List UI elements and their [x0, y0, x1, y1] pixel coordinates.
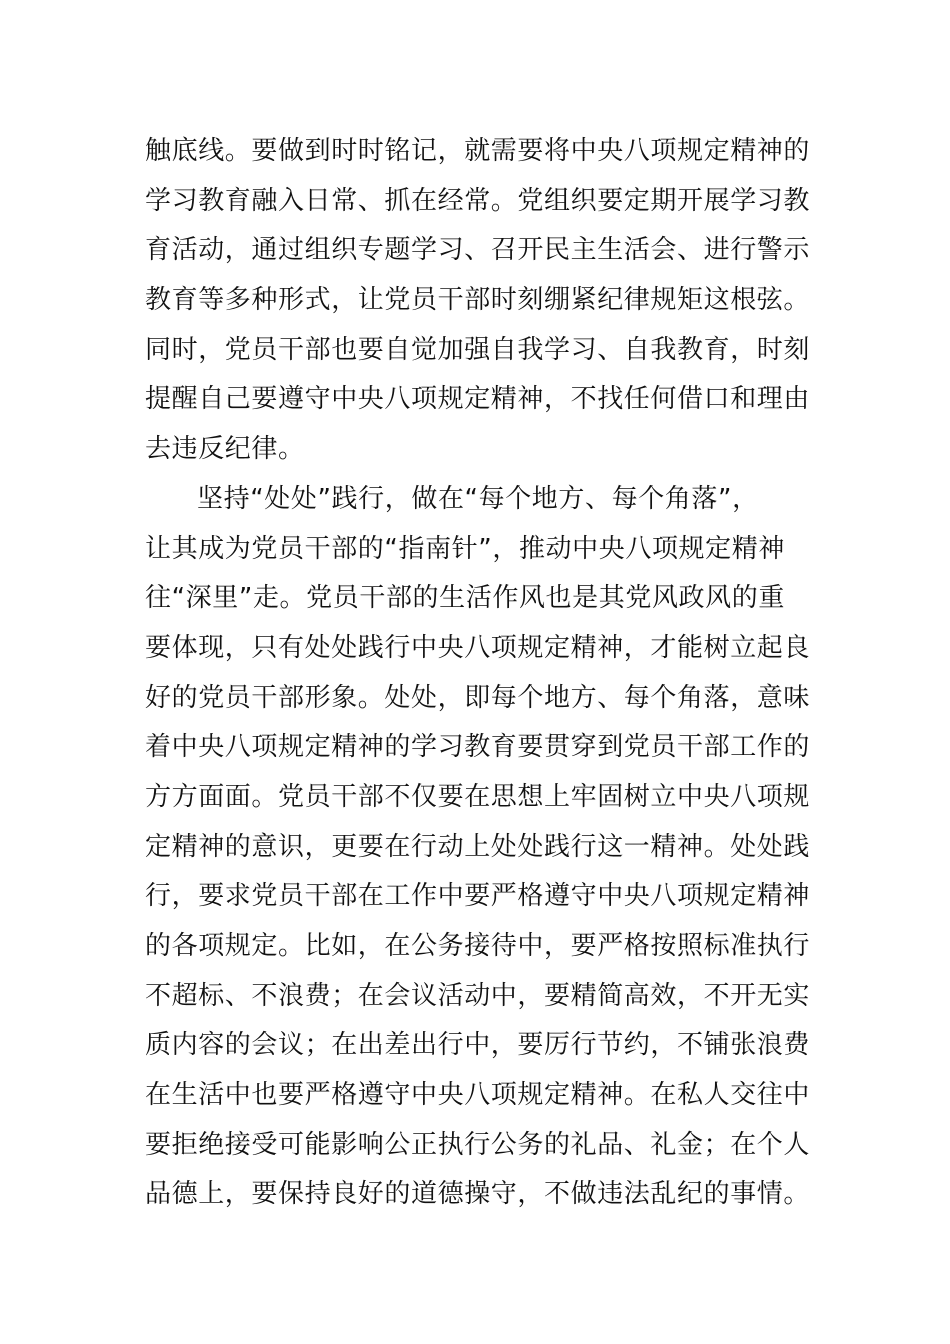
text-line: 育活动，通过组织专题学习、召开民主生活会、进行警示 — [145, 235, 811, 266]
body-text — [145, 127, 810, 1220]
text-line: 品德上，要保持良好的道德操守，不做违法乱纪的事情。 — [145, 1179, 811, 1210]
paragraph-start-line: 坚持“处处”践行，做在“每个地方、每个角落”， — [197, 483, 759, 514]
text-line: 去违反纪律。 — [145, 434, 305, 465]
text-line: 要拒绝接受可能影响公正执行公务的礼品、礼金；在个人 — [145, 1129, 811, 1160]
text-line: 让其成为党员干部的“指南针”，推动中央八项规定精神 — [145, 533, 785, 564]
text-line: 触底线。要做到时时铭记，就需要将中央八项规定精神的 — [145, 136, 811, 166]
text-line: 的各项规定。比如，在公务接待中，要严格按照标准执行 — [145, 931, 811, 961]
text-line: 提醒自己要遵守中央八项规定精神，不找任何借口和理由 — [145, 384, 811, 415]
text-line: 学习教育融入日常、抓在经常。党组织要定期开展学习教 — [145, 185, 811, 216]
text-line: 好的党员干部形象。处处，即每个地方、每个角落，意味 — [145, 682, 811, 713]
text-line: 在生活中也要严格遵守中央八项规定精神。在私人交往中 — [145, 1080, 811, 1111]
text-line: 质内容的会议；在出差出行中，要厉行节约，不铺张浪费 — [145, 1030, 811, 1061]
text-line: 着中央八项规定精神的学习教育要贯穿到党员干部工作的 — [145, 732, 811, 763]
text-line: 不超标、不浪费；在会议活动中，要精简高效，不开无实 — [145, 980, 811, 1011]
text-line: 行，要求党员干部在工作中要严格遵守中央八项规定精神 — [145, 881, 811, 912]
text-line: 定精神的意识，更要在行动上处处践行这一精神。处处践 — [145, 831, 811, 862]
text-line: 方方面面。党员干部不仅要在思想上牢固树立中央八项规 — [145, 781, 811, 812]
text-line: 往“深里”走。党员干部的生活作风也是其党风政风的重 — [145, 583, 785, 614]
text-line: 同时，党员干部也要自觉加强自我学习、自我教育，时刻 — [145, 334, 811, 365]
text-line: 要体现，只有处处践行中央八项规定精神，才能树立起良 — [145, 632, 811, 663]
text-line: 教育等多种形式，让党员干部时刻绷紧纪律规矩这根弦。 — [145, 285, 811, 316]
